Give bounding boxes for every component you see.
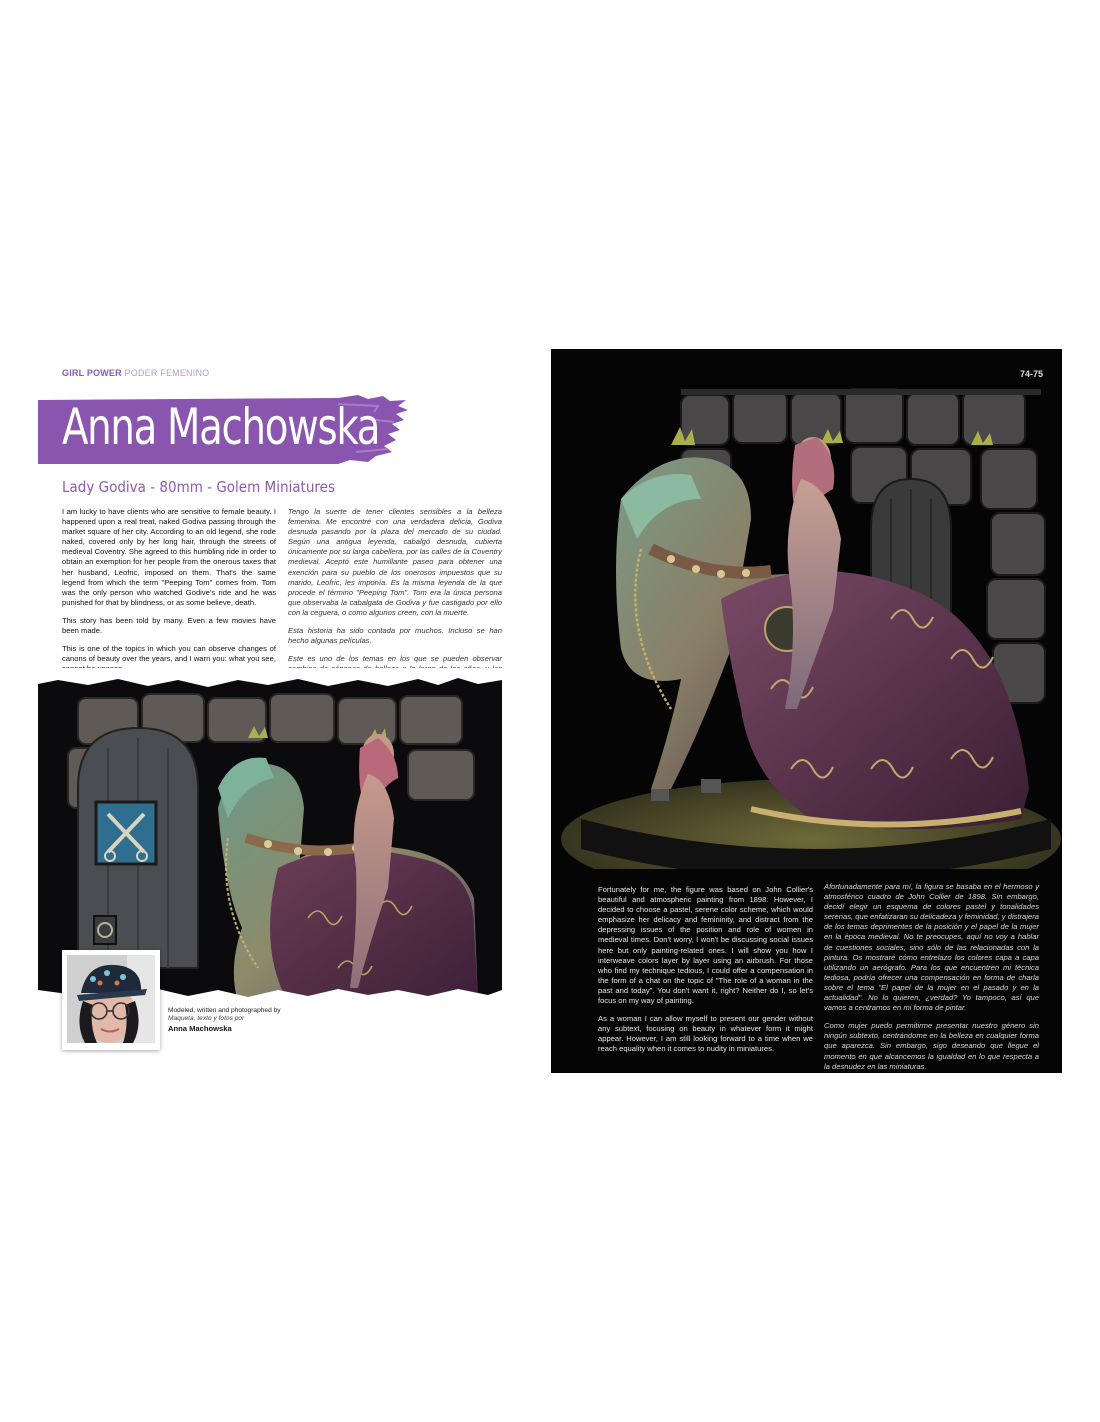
credit-block xyxy=(168,1007,281,1033)
credit-line-en: Modeled, written and photographed by xyxy=(168,1007,281,1014)
author-photo xyxy=(62,950,160,1050)
paragraph: Este es uno de los temas en los que se pueden observar xyxy=(288,654,502,664)
credit-author-name: Anna Machowska xyxy=(168,1024,232,1033)
section-tag-es: PODER FEMENINO xyxy=(124,368,210,378)
body-column-es xyxy=(824,882,1039,1080)
article-title: Anna Machowska xyxy=(62,398,380,456)
paragraph: Esta historia ha sido contada por muchos. Incluso se han hecho algunas películas. xyxy=(288,626,502,646)
paragraph: I am lucky to have clients who are sensitive to female beauty. I happened upon a real treat, naked Godiva passing through the market square of her city. According to an old legend, she rode naked, covered only by her long hair, through the streets of medieval Coventry. She agreed to this humbling ride in order to obtain an exemption for her people from the onerous taxes that her husband, Leofric, imposed on them. That's the same legend from which the term "Peeping Tom" comes from. Tom was the only person who watched Godive's ride and he was punished for that by blindness, or as some believe, death. xyxy=(62,507,276,607)
paragraph: This story has been told by many. Even a few movies have been made. xyxy=(62,615,276,636)
article-subtitle: Lady Godiva - 80mm - Golem Miniatures xyxy=(62,478,335,496)
page-numbers: 74-75 xyxy=(1020,369,1044,379)
section-tag-en: GIRL POWER xyxy=(62,368,122,378)
paragraph: As a woman I can allow myself to present our gender without any subtext, focusing on beauty in whatever form it might appear. However, I am still looking forward to a time when we reach equality when it comes to nudity in miniatures. xyxy=(598,1014,813,1054)
body-column-en xyxy=(598,885,813,1063)
paragraph: Tengo la suerte de tener clientes sensibles a la belleza femenina. Me encontré con una verdadera delicia, Godiva desnuda pasando por la plaza del mercado de su ciudad. Según una antigua leyenda, cabalgó desnuda, cubierta únicamente por su larga cabellera, por las calles de la Coventry medieval. Aceptó este humillante paseo para obtener una exención para su pueblo de los onerosos impuestos que su marido, Leofric, les imponía. Es la misma leyenda de la que procede el término "Peeping Tom". Tom era la única persona que observaba la cabalgata de Godiva y fue castigado por ello con la ceguera, o como algunos creen, con la muerte. xyxy=(288,507,503,617)
paragraph: Como mujer puedo permitirme presentar nuestro género sin ningún subtexto, centrándome en la belleza en cualquier forma que aparezca. Sin embargo, sigo deseando que llegue el momento en que alcancemos la igualdad en lo que respecta a la desnudez en las miniaturas. xyxy=(824,1021,1039,1071)
credit-line-es: Maqueta, texto y fotos por xyxy=(168,1015,245,1022)
section-tag xyxy=(62,368,209,378)
paragraph: Afortunadamente para mí, la figura se basaba en el hermoso y atmosférico cuadro de John Collier de 1898. Sin embargo, decidí elegir un esquema de colores pastel y tonalidades serenas, que enfatizaran su delicadeza y feminidad, y distrajera de los temas deprimentes de la posición y el papel de la mujer en la época medieval. No te preocupes, aquí no voy a hablar de cuestiones sociales, sino sólo de las relacionadas con la pintura. Os mostraré cómo entrelazo los colores capa a capa utilizando un aerógrafo. Para los que encuentren mi técnica tediosa, podría ofrecer una compensación en forma de charla sobre el tema "El papel de la mujer en el pasado y en la actualidad". No lo quieren, ¿verdad? Yo tampoco, así que vamos a centrarnos en mi forma de pintar. xyxy=(824,882,1039,1013)
intro-column-en xyxy=(62,507,276,682)
paragraph: This is one of the topics in which you can observe changes of canons of beauty over the years, and I warn you: what you see, xyxy=(62,644,276,664)
paragraph: Fortunately for me, the figure was based on John Collier's beautiful and atmospheric painting from 1898. However, I decided to choose a pastel, serene color scheme, which would emphasize her delicacy and femininity, and distract from the depressing issues of the position and role of women in medieval times. Don't worry, I won't be discussing social issues here but only painting-related ones. I will show you how I interweave colors layer by layer using an airbrush. For those who find my technique tedious, I could offer a compensation in the form of a chat on the topic of "The role of a woman in the past and today". You don't want it, right? Neither do I, so let's focus on my way of painting. xyxy=(598,885,813,1006)
intro-column-es xyxy=(288,507,502,693)
